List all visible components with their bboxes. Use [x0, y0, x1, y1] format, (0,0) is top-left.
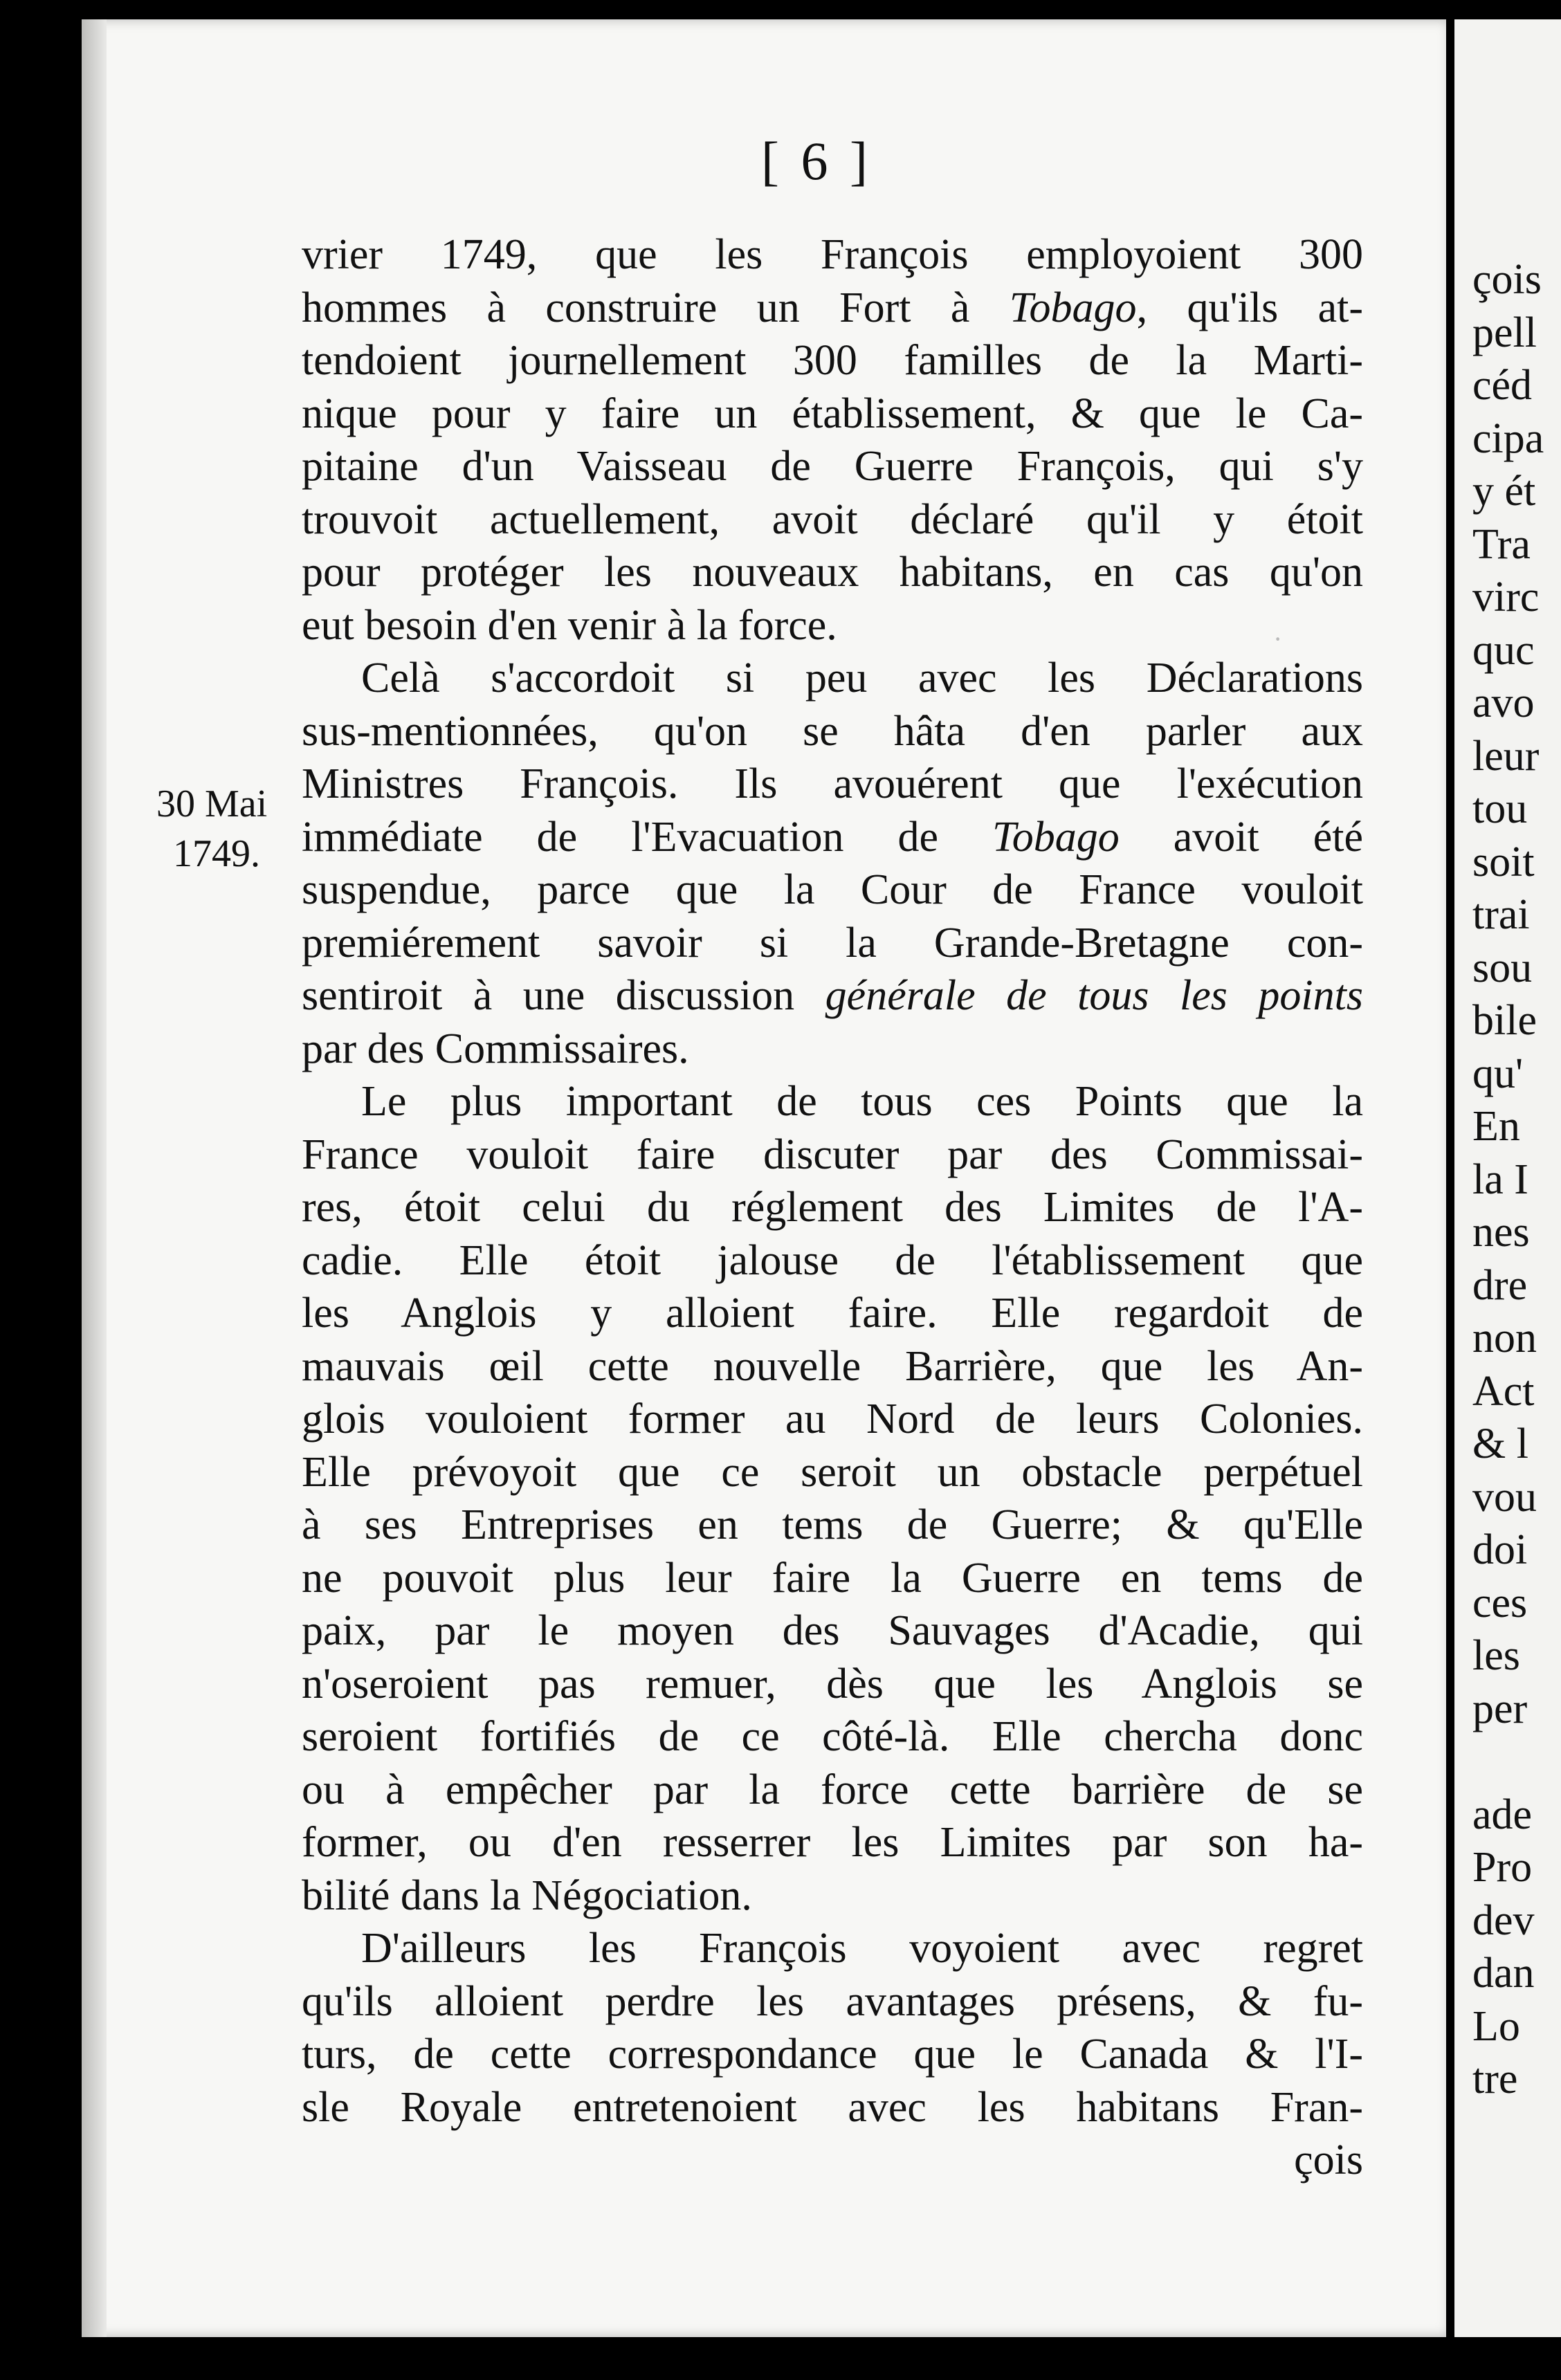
next-page-fragment: ade: [1472, 1791, 1533, 1838]
text-line: pour protéger les nouveaux habitans, en cas qu'on: [302, 549, 1363, 596]
next-page-fragment: quc: [1472, 626, 1535, 674]
next-page-fragment: Pro: [1472, 1844, 1533, 1891]
next-page-fragment: tou: [1472, 785, 1528, 832]
next-page-fragment: y ét: [1472, 468, 1536, 515]
text-line: sle Royale entretenoient avec les habitans Fran-: [302, 2083, 1363, 2131]
text-line: tendoient journellement 300 familles de la Marti-: [302, 337, 1363, 384]
text-line: mauvais œil cette nouvelle Barrière, que les An-: [302, 1342, 1363, 1390]
next-page-fragment: leur: [1472, 732, 1540, 780]
body-text: [302, 228, 1363, 2187]
next-page-fragment: les: [1472, 1632, 1520, 1679]
text-line: sentiroit à une discussion générale de tous les points: [302, 972, 1363, 1019]
next-page-fragment: Act: [1472, 1367, 1535, 1415]
next-page-fragment: vou: [1472, 1473, 1537, 1521]
next-page-fragment: tre: [1472, 2056, 1518, 2103]
text-line: pitaine d'un Vaisseau de Guerre François, qui s'y: [302, 443, 1363, 490]
next-page-fragment: avo: [1472, 679, 1535, 726]
text-line: Celà s'accordoit si peu avec les Déclarations: [361, 654, 1363, 702]
text-line: suspendue, parce que la Cour de France vouloit: [302, 866, 1363, 913]
next-page-fragment: per: [1472, 1685, 1528, 1732]
text-line: Le plus important de tous ces Points que la: [361, 1078, 1363, 1125]
page-number: [ 6 ]: [761, 131, 872, 191]
text-line: immédiate de l'Evacuation de Tobago avoit été: [302, 813, 1363, 861]
text-line: premiérement savoir si la Grande-Bretagne con-: [302, 919, 1363, 967]
next-page-fragment: En: [1472, 1103, 1520, 1150]
text-line: France vouloit faire discuter par des Commissai-: [302, 1130, 1363, 1178]
next-page-fragment: céd: [1472, 362, 1533, 409]
text-line: cadie. Elle étoit jalouse de l'établissement que: [302, 1236, 1363, 1284]
text-line: çois: [1294, 2136, 1363, 2184]
text-line: ou à empêcher par la force cette barrière de se: [302, 1766, 1363, 1813]
text-line: qu'ils alloient perdre les avantages présens, & fu-: [302, 1977, 1363, 2025]
next-page-fragment: dev: [1472, 1896, 1535, 1944]
page-gutter-shadow: [82, 19, 107, 2337]
next-page-fragment: virc: [1472, 574, 1540, 621]
next-page-fragment: bile: [1472, 997, 1537, 1044]
next-page-fragment: la I: [1472, 1155, 1528, 1203]
text-line: par des Commissaires.: [302, 1025, 689, 1072]
text-line: les Anglois y alloient faire. Elle regardoit de: [302, 1290, 1363, 1337]
next-page-fragment: pell: [1472, 309, 1537, 356]
text-line: n'oseroient pas remuer, dès que les Anglois se: [302, 1660, 1363, 1708]
next-page-fragment: qu': [1472, 1050, 1524, 1097]
text-line: Ministres François. Ils avouérent que l'exécution: [302, 760, 1363, 807]
next-page-fragment: dre: [1472, 1261, 1528, 1309]
text-line: ne pouvoit plus leur faire la Guerre en tems de: [302, 1554, 1363, 1602]
text-line: trouvoit actuellement, avoit déclaré qu'il y étoit: [302, 495, 1363, 543]
text-line: res, étoit celui du réglement des Limites de l'A-: [302, 1184, 1363, 1231]
text-line: Elle prévoyoit que ce seroit un obstacle perpétuel: [302, 1448, 1363, 1496]
next-page-edge: [1454, 19, 1561, 2337]
text-line: nique pour y faire un établissement, & que le Ca-: [302, 390, 1363, 437]
next-page-fragment: & l: [1472, 1420, 1528, 1467]
text-line: seroient fortifiés de ce côté-là. Elle chercha donc: [302, 1713, 1363, 1760]
text-line: glois vouloient former au Nord de leurs Colonies.: [302, 1395, 1363, 1443]
next-page-fragment: Tra: [1472, 520, 1531, 568]
next-page-fragment: trai: [1472, 891, 1530, 938]
next-page-fragment: non: [1472, 1315, 1537, 1362]
bleed-through-mark: ·: [1273, 623, 1283, 654]
next-page-fragment: soit: [1472, 838, 1535, 886]
next-page-fragment: sou: [1472, 944, 1533, 991]
margin-date-year: 1749.: [173, 832, 260, 875]
next-page-fragment: doi: [1472, 1526, 1528, 1573]
text-line: D'ailleurs les François voyoient avec regret: [361, 1925, 1363, 1972]
text-line: bilité dans la Négociation.: [302, 1871, 752, 1919]
text-line: vrier 1749, que les François employoient 300: [302, 231, 1363, 278]
next-page-fragment: ces: [1472, 1579, 1528, 1627]
text-line: hommes à construire un Fort à Tobago, qu'ils at-: [302, 284, 1363, 331]
margin-date-day: 30 Mai: [156, 782, 268, 825]
next-page-fragment: cipa: [1472, 414, 1544, 462]
text-line: turs, de cette correspondance que le Canada & l'I-: [302, 2031, 1363, 2078]
next-page-fragment: Lo: [1472, 2002, 1520, 2050]
text-line: sus-mentionnées, qu'on se hâta d'en parler aux: [302, 707, 1363, 755]
text-line: à ses Entreprises en tems de Guerre; & qu'Elle: [302, 1501, 1363, 1548]
next-page-fragment: çois: [1472, 256, 1542, 303]
text-line: former, ou d'en resserrer les Limites par son ha-: [302, 1819, 1363, 1866]
text-line: paix, par le moyen des Sauvages d'Acadie, qui: [302, 1607, 1363, 1654]
next-page-fragment: dan: [1472, 1950, 1535, 1997]
next-page-fragment: nes: [1472, 1209, 1530, 1256]
text-line: eut besoin d'en venir à la force.: [302, 601, 837, 649]
